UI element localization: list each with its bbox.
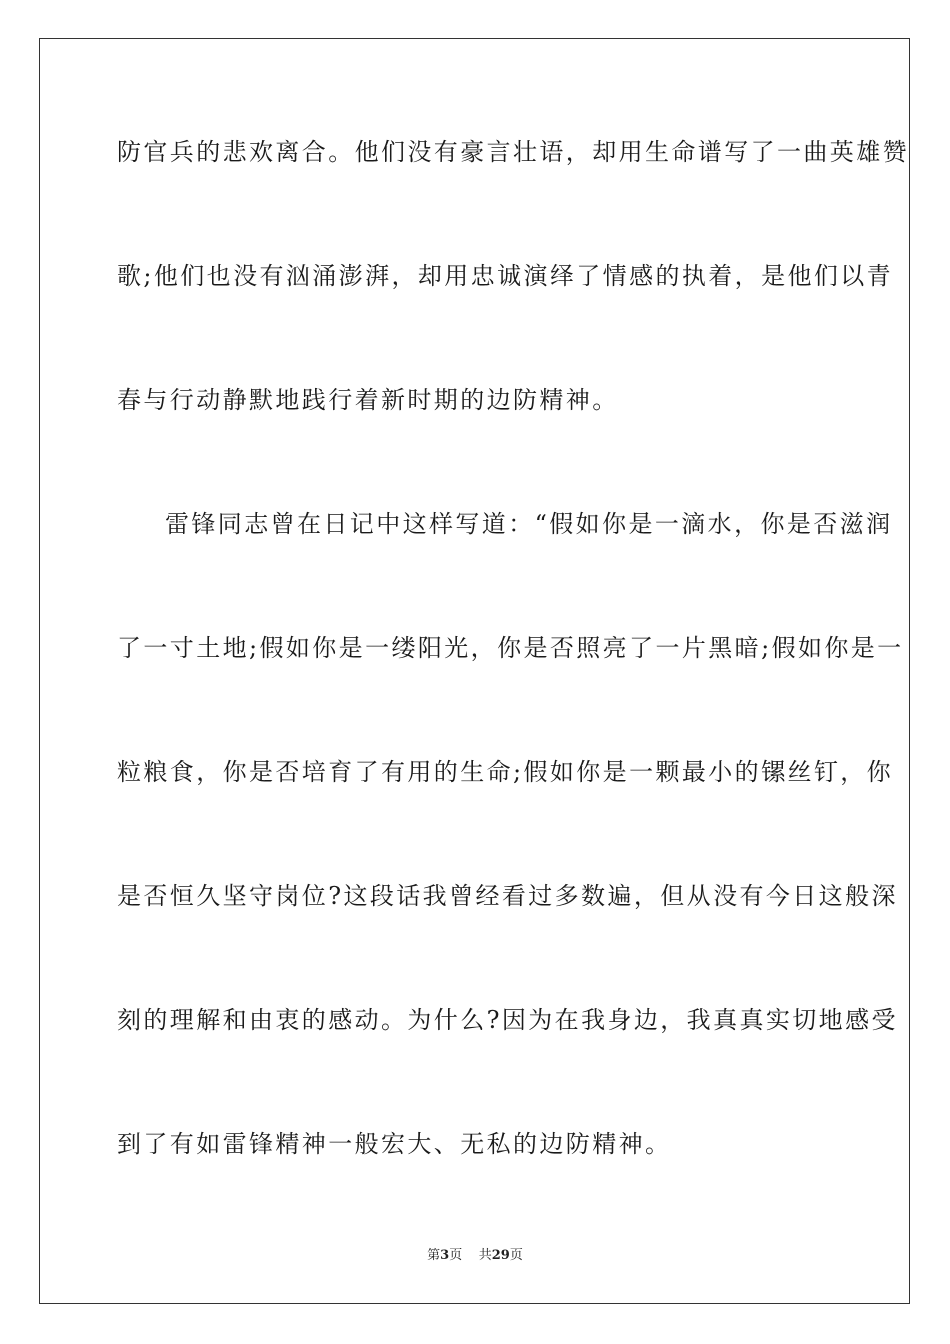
total-page-count: 29 xyxy=(491,1248,510,1263)
page-prefix: 第 xyxy=(427,1248,441,1263)
text-line: 春与行动静默地践行着新时期的边防精神。 xyxy=(117,386,619,414)
current-page-number: 3 xyxy=(440,1248,450,1263)
total-prefix: 共 xyxy=(478,1248,492,1263)
text-line: 到了有如雷锋精神一般宏大、无私的边防精神。 xyxy=(117,1130,672,1158)
text-line: 了一寸土地;假如你是一缕阳光，你是否照亮了一片黑暗;假如你是一 xyxy=(117,634,904,662)
page-footer xyxy=(0,1247,950,1265)
text-line: 歌;他们也没有汹涌澎湃，却用忠诚演绎了情感的执着，是他们以青 xyxy=(117,262,894,290)
text-line: 是否恒久坚守岗位?这段话我曾经看过多数遍，但从没有今日这般深 xyxy=(117,882,898,910)
text-line: 防官兵的悲欢离合。他们没有豪言壮语，却用生命谱写了一曲英雄赞 xyxy=(117,138,909,166)
paragraph-start-line: 雷锋同志曾在日记中这样写道：“假如你是一滴水，你是否滋润 xyxy=(165,510,893,538)
text-line: 粒粮食，你是否培育了有用的生命;假如你是一颗最小的镙丝钉，你 xyxy=(117,758,894,786)
page-border xyxy=(39,38,910,1304)
total-suffix: 页 xyxy=(509,1248,523,1263)
page-suffix: 页 xyxy=(449,1248,463,1263)
text-line: 刻的理解和由衷的感动。为什么?因为在我身边，我真真实切地感受 xyxy=(117,1006,898,1034)
